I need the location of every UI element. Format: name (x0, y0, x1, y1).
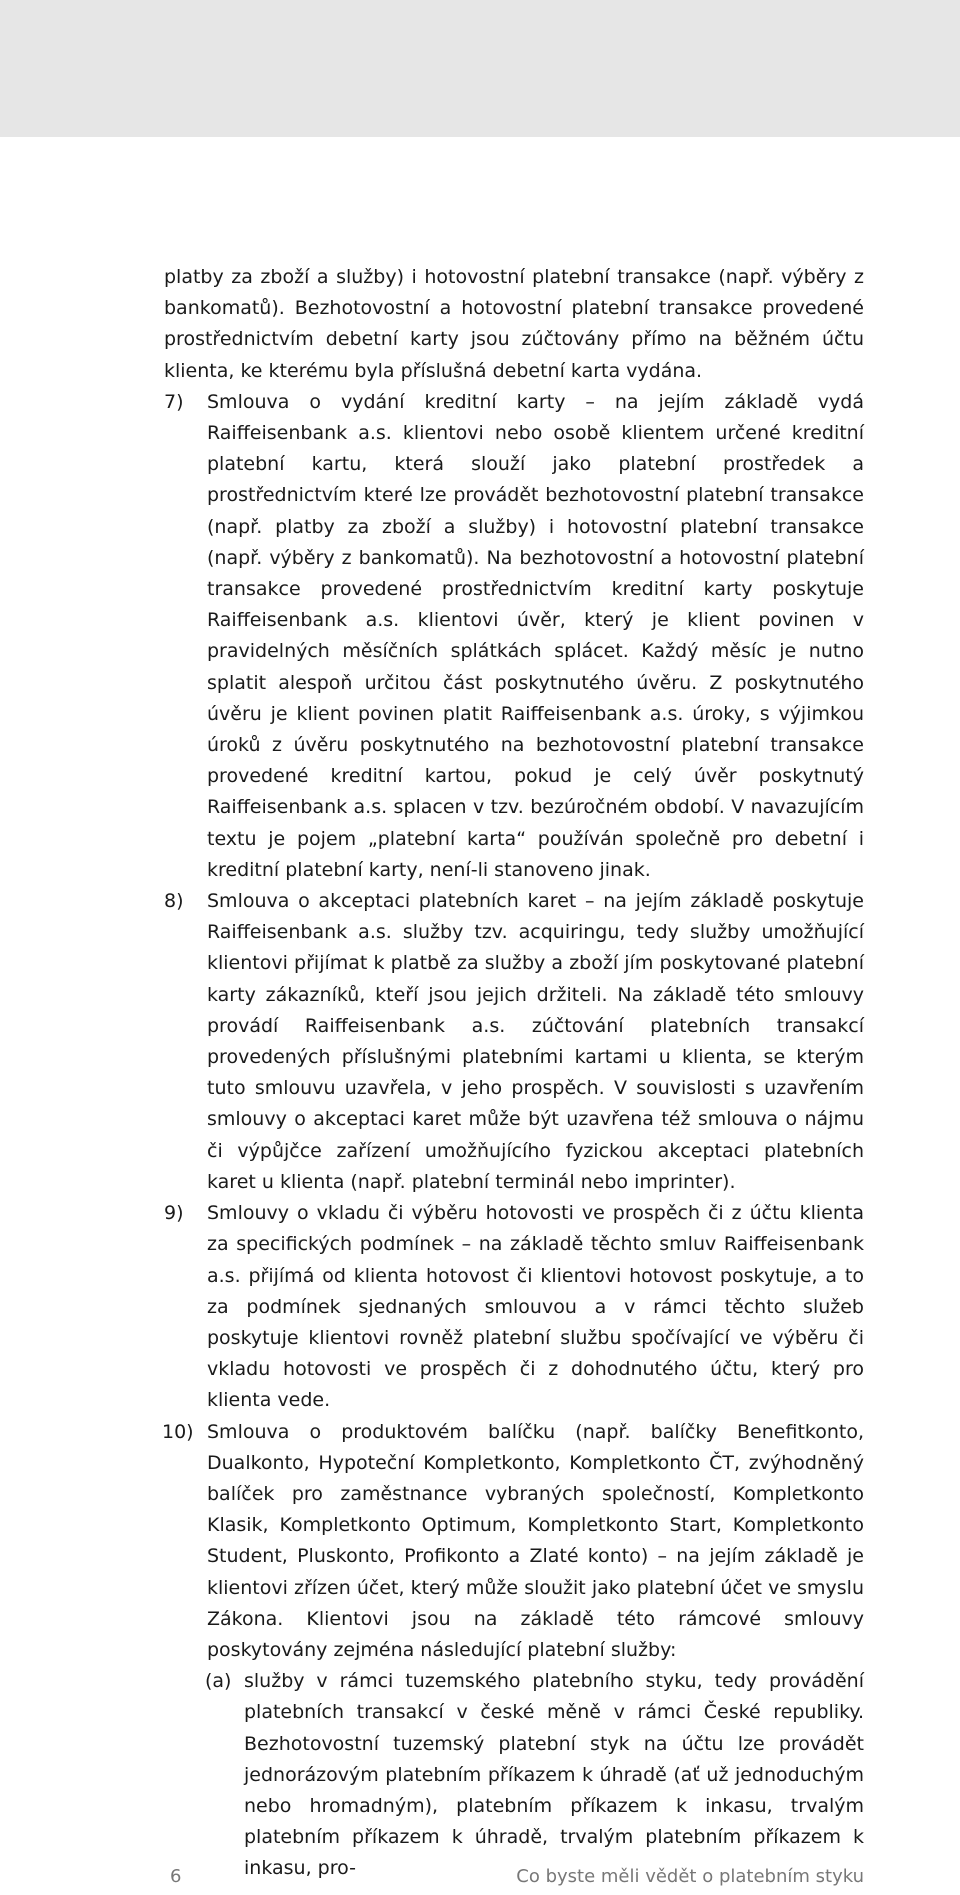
sub-item-number: (a) (205, 1670, 232, 1693)
list-item-number: 7) (164, 390, 184, 413)
intro-paragraph: platby za zboží a služby) i hotovostní platební transakce (např. výběry z bankomatů). Bezhotovostní a hotovostní platební transakce provedené prostřednictvím debetní karty jsou zúčtovány přímo na běžném účtu klienta, ke kterému byla příslušná debetní karta vydána. (164, 266, 864, 382)
list-item-text: Smlouva o produktovém balíčku (např. balíčky Benefitkonto, Dualkonto, Hypoteční Kompletkonto, Kompletkonto ČT, zvýhodněný balíček pro zaměstnance vybraných společností, Kompletkonto Klasik, Kompletkonto Optimum, Kompletkonto Start, Kompletkonto Student, Pluskonto, Profikonto a Zlaté konto) – na jejím základě je klientovi zřízen účet, který může sloužit jako platební účet ve smyslu Zákona. Klientovi jsou na základě této rámcové smlouvy poskytovány zejména následující platební služby: (207, 1420, 864, 1661)
list-item-number: 9) (164, 1202, 184, 1225)
list-item-9 (164, 1198, 864, 1416)
page-body (164, 262, 864, 1885)
list-item-text: Smlouva o akceptaci platebních karet – na jejím základě poskytuje Raiffeisenbank a.s. služby tzv. acquiringu, tedy služby umožňující klientovi přijímat k platbě za služby a zboží jím poskytované platební karty zákazníků, kteří jsou jejich držiteli. Na základě této smlouvy provádí Raiffeisenbank a.s. zúčtování platebních transakcí provedených příslušnými platebními kartami u klienta, se kterým tuto smlouvu uzavřela, v jeho prospěch. V souvislosti s uzavřením smlouvy o akceptaci karet může být uzavřena též smlouva o nájmu či výpůjčce zařízení umožňujícího fyzickou akceptaci platebních karet u klienta (např. platební terminál nebo imprinter). (207, 890, 864, 1193)
list-item-number: 8) (164, 890, 184, 913)
sub-item-text: služby v rámci tuzemského platebního styku, tedy provádění platebních transakcí v české měně v rámci České republiky. Bezhotovostní tuzemský platební styk na účtu lze provádět jednorázovým platebním příkazem k úhradě (ať už jednoduchým nebo hromadným), platebním příkazem k inkasu, trvalým platebním příkazem k úhradě, trvalým platebním příkazem k inkasu, pro- (244, 1670, 864, 1880)
page-header-band (0, 0, 960, 137)
list-item-8 (164, 886, 864, 1198)
page-number: 6 (170, 1866, 182, 1887)
list-item-10 (164, 1417, 864, 1885)
list-item-text: Smlouvy o vkladu či výběru hotovosti ve prospěch či z účtu klienta za specifických podmínek – na základě těchto smluv Raiffeisenbank a.s. přijímá od klienta hotovost či klientovi hotovost poskytuje, a to za podmínek sjednaných smlouvou a v rámci těchto služeb poskytuje klientovi rovněž platební službu spočívající ve výběru či vkladu hotovosti ve prospěch či z dohodnutého účtu, který pro klienta vede. (207, 1202, 864, 1412)
running-title: Co byste měli vědět o platebním styku (516, 1866, 864, 1887)
list-item-7 (164, 387, 864, 886)
sub-item-a (207, 1666, 864, 1884)
list-item-text: Smlouva o vydání kreditní karty – na jejím základě vydá Raiffeisenbank a.s. klientovi nebo osobě klientem určené kreditní platební kartu, která slouží jako platební prostředek a prostřednictvím které lze provádět bezhotovostní platební transakce (např. platby za zboží a služby) i hotovostní platební transakce (např. výběry z bankomatů). Na bezhotovostní a hotovostní platební transakce provedené prostřednictvím kreditní karty poskytuje Raiffeisenbank a.s. klientovi úvěr, který je klient povinen v pravidelných měsíčních splátkách splácet. Každý měsíc je nutno splatit alespoň určitou část poskytnutého úvěru. Z poskytnutého úvěru je klient povinen platit Raiffeisenbank a.s. úroky, s výjimkou úroků z úvěru poskytnutého na bezhotovostní platební transakce provedené kreditní kartou, pokud je celý úvěr poskytnutý Raiffeisenbank a.s. splacen v tzv. bezúročném období. V navazujícím textu je pojem „platební karta“ používán společně pro debetní i kreditní platební karty, není-li stanoveno jinak. (207, 390, 864, 881)
list-item-number: 10) (162, 1420, 194, 1443)
